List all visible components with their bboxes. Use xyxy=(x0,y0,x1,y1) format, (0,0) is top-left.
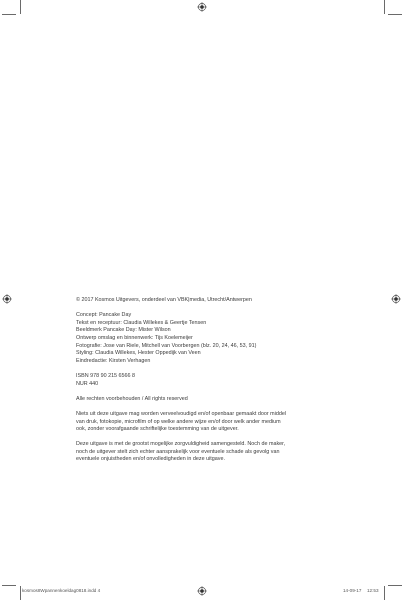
crop-mark xyxy=(388,14,402,15)
colophon xyxy=(76,297,376,464)
credit-line: Beeldmerk Pancake Day: Mister Wilson xyxy=(76,327,171,334)
slug-date: 14-09-17 xyxy=(343,588,362,593)
credit-line: Styling: Claudia Willekes, Hester Oppedijk van Veen xyxy=(76,350,201,357)
crop-mark xyxy=(384,0,385,14)
registration-mark-icon xyxy=(197,586,207,596)
credit-line: Eindredactie: Kirsten Verhagen xyxy=(76,357,151,364)
slug-filename: kosmos8Wpannenkoeldag0818.indd 4 xyxy=(22,588,101,593)
disclaimer-line: Niets uit deze uitgave mag worden verveelvoudigd en/of openbaar gemaakt door middel xyxy=(76,410,287,417)
crop-mark xyxy=(2,585,16,586)
disclaimer-line: eventuele onjuistheden en/of onvolledigheden in deze uitgave. xyxy=(76,456,225,463)
registration-mark-icon xyxy=(2,294,12,304)
isbn-line: ISBN 978 90 215 6566 8 xyxy=(76,372,136,379)
nur-line: NUR 440 xyxy=(76,380,99,387)
rights-line: Alle rechten voorbehouden / All rights reserved xyxy=(76,395,188,402)
credit-line: Concept: Pancake Day xyxy=(76,312,132,319)
disclaimer-line: noch de uitgever stelt zich echter aansprakelijk voor eventuele schade als gevolg van xyxy=(76,448,280,455)
credit-line: Ontwerp omslag en binnenwerk: Tijs Koelemeijer xyxy=(76,334,193,341)
crop-mark xyxy=(388,585,402,586)
crop-mark xyxy=(2,14,16,15)
registration-mark-icon xyxy=(391,294,401,304)
copyright-line: © 2017 Kosmos Uitgevers, onderdeel van VBK|media, Utrecht/Antwerpen xyxy=(76,297,252,303)
crop-mark xyxy=(384,586,385,600)
slug-time: 12:53 xyxy=(367,588,379,593)
disclaimer-line: ook, zonder voorafgaande schriftelijke toestemming van de uitgever. xyxy=(76,426,239,433)
credit-line: Fotografie: Jose van Riele, Mitchell van Voorbergen (blz. 20, 24, 46, 53, 91) xyxy=(76,342,257,349)
disclaimer-line: Deze uitgave is met de grootst mogelijke zorgvuldigheid samengesteld. Noch de maker, xyxy=(76,441,286,448)
disclaimer-line: van druk, fotokopie, microfilm of op welke andere wijze en/of door welk ander medium xyxy=(76,418,281,425)
registration-mark-icon xyxy=(197,2,207,12)
crop-mark xyxy=(20,0,21,14)
crop-mark xyxy=(20,586,21,600)
credit-line: Tekst en receptuur: Claudia Willekes & Geertje Tensen xyxy=(76,319,207,326)
